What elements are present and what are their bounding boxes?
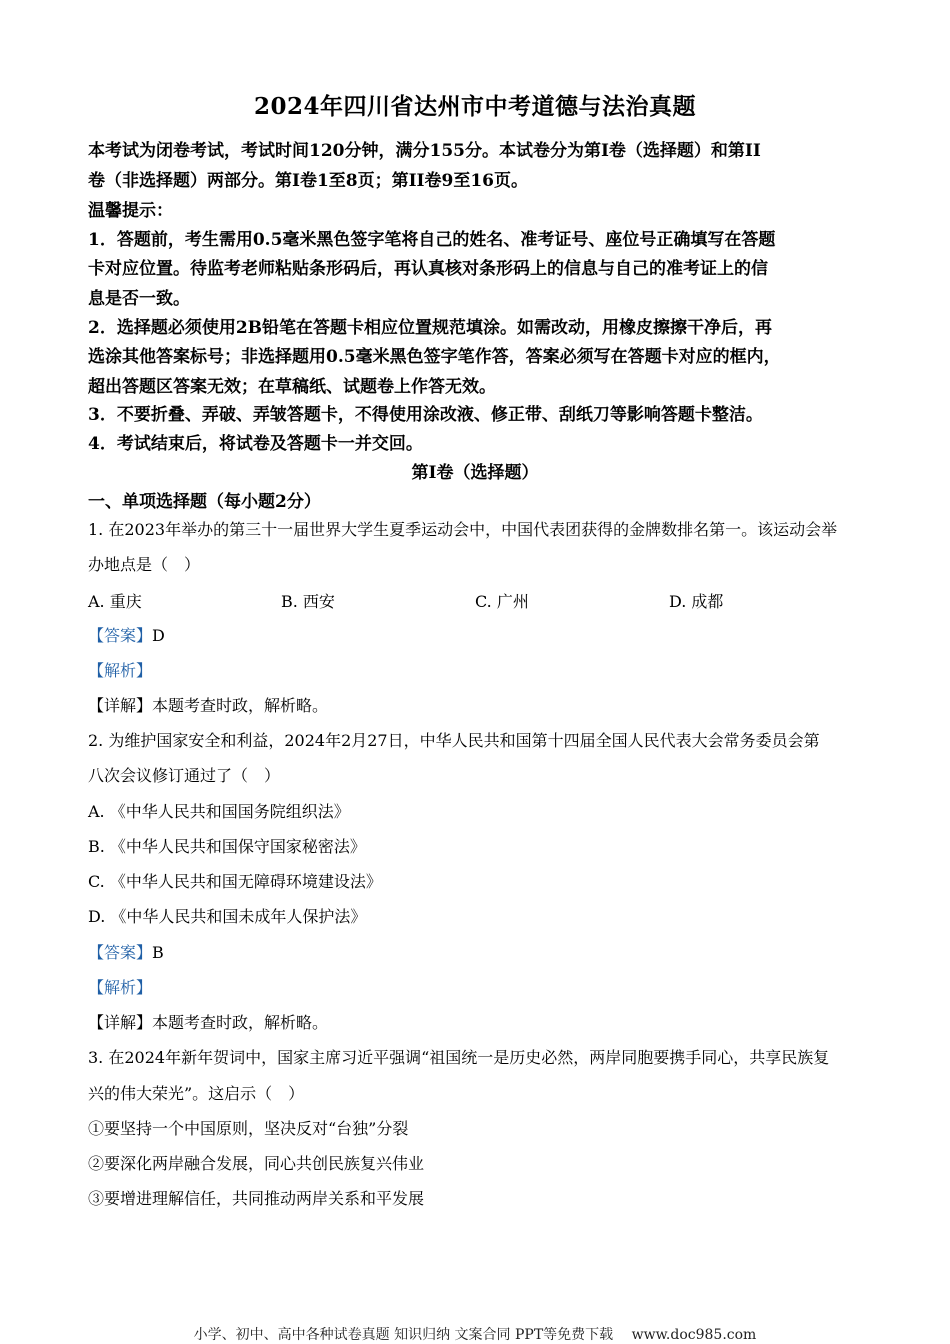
analysis-label: 【解析】	[88, 978, 153, 997]
intro-line: 本考试为闭卷考试，考试时间120分钟，满分155分。本试卷分为第I卷（选择题）和第II	[88, 141, 761, 161]
question-stem: 3. 在2024年新年贺词中，国家主席习近平强调“祖国统一是历史必然，两岸同胞要携手同心，共享民族复	[88, 1048, 830, 1067]
analysis-line	[88, 975, 152, 998]
detail-label: 【详解】	[88, 696, 153, 715]
detail-line	[88, 693, 328, 716]
intro-line: 选涂其他答案标号；非选择题用0.5毫米黑色签字笔作答，答案必须写在答题卡对应的框内，	[88, 347, 781, 367]
detail-text: 本题考查时政，解析略。	[152, 696, 329, 715]
statement-item: ③要增进理解信任，共同推动两岸关系和平发展	[88, 1189, 425, 1208]
part-title: 一、单项选择题（每小题2分）	[88, 492, 321, 512]
detail-label: 【详解】	[88, 1013, 153, 1032]
question-stem: 2. 为维护国家安全和利益，2024年2月27日，中华人民共和国第十四届全国人民代表大会常务委员会第	[88, 731, 820, 750]
option-d: D. 《中华人民共和国未成年人保护法》	[88, 907, 367, 926]
option-d: D. 成都	[669, 592, 724, 611]
tips-heading: 温馨提示：	[88, 201, 173, 221]
analysis-label: 【解析】	[88, 661, 153, 680]
option-a: A. 《中华人民共和国国务院组织法》	[88, 802, 350, 821]
option-c: C. 《中华人民共和国无障碍环境建设法》	[88, 872, 382, 891]
section-title: 第Ⅰ卷（选择题）	[411, 463, 539, 483]
answer-label: 【答案】	[88, 626, 153, 645]
intro-line: 3．不要折叠、弄破、弄皱答题卡，不得使用涂改液、修正带、刮纸刀等影响答题卡整洁。	[88, 405, 763, 425]
question-stem: 兴的伟大荣光”。这启示（ ）	[88, 1084, 305, 1103]
question-stem: 1. 在2023年举办的第三十一届世界大学生夏季运动会中，中国代表团获得的金牌数排名第一。该运动会举	[88, 520, 838, 539]
answer-line	[88, 623, 165, 646]
page-title: 2024年四川省达州市中考道德与法治真题	[253, 93, 696, 120]
statement-item: ②要深化两岸融合发展，同心共创民族复兴伟业	[88, 1154, 425, 1173]
intro-line: 1．答题前，考生需用0.5毫米黑色签字笔将自己的姓名、准考证号、座位号正确填写在答题	[88, 230, 776, 250]
answer-line	[88, 940, 164, 963]
page-footer: 小学、初中、高中各种试卷真题 知识归纳 文案合同 PPT等免费下载 www.doc985.com	[193, 1327, 757, 1343]
answer-value: B	[152, 943, 164, 962]
detail-line	[88, 1010, 328, 1033]
option-c: C. 广州	[475, 592, 529, 611]
intro-line: 息是否一致。	[88, 289, 190, 309]
option-a: A. 重庆	[88, 592, 142, 611]
option-b: B. 《中华人民共和国保守国家秘密法》	[88, 837, 366, 856]
statement-item: ①要坚持一个中国原则，坚决反对“台独”分裂	[88, 1119, 409, 1138]
answer-label: 【答案】	[88, 943, 153, 962]
detail-text: 本题考查时政，解析略。	[152, 1013, 329, 1032]
option-b: B. 西安	[281, 592, 335, 611]
answer-value: D	[152, 626, 165, 645]
intro-line: 卡对应位置。待监考老师粘贴条形码后，再认真核对条形码上的信息与自己的准考证上的信	[88, 259, 768, 279]
intro-line: 卷（非选择题）两部分。第I卷1至8页；第II卷9至16页。	[88, 171, 528, 191]
intro-line: 4．考试结束后，将试卷及答题卡一并交回。	[88, 434, 423, 454]
question-stem: 八次会议修订通过了（ ）	[88, 766, 281, 785]
intro-line: 2．选择题必须使用2B铅笔在答题卡相应位置规范填涂。如需改动，用橡皮擦擦干净后，再	[88, 318, 773, 338]
analysis-line	[88, 658, 152, 681]
intro-line: 超出答题区答案无效；在草稿纸、试题卷上作答无效。	[88, 377, 496, 397]
question-stem: 办地点是（ ）	[88, 555, 201, 574]
